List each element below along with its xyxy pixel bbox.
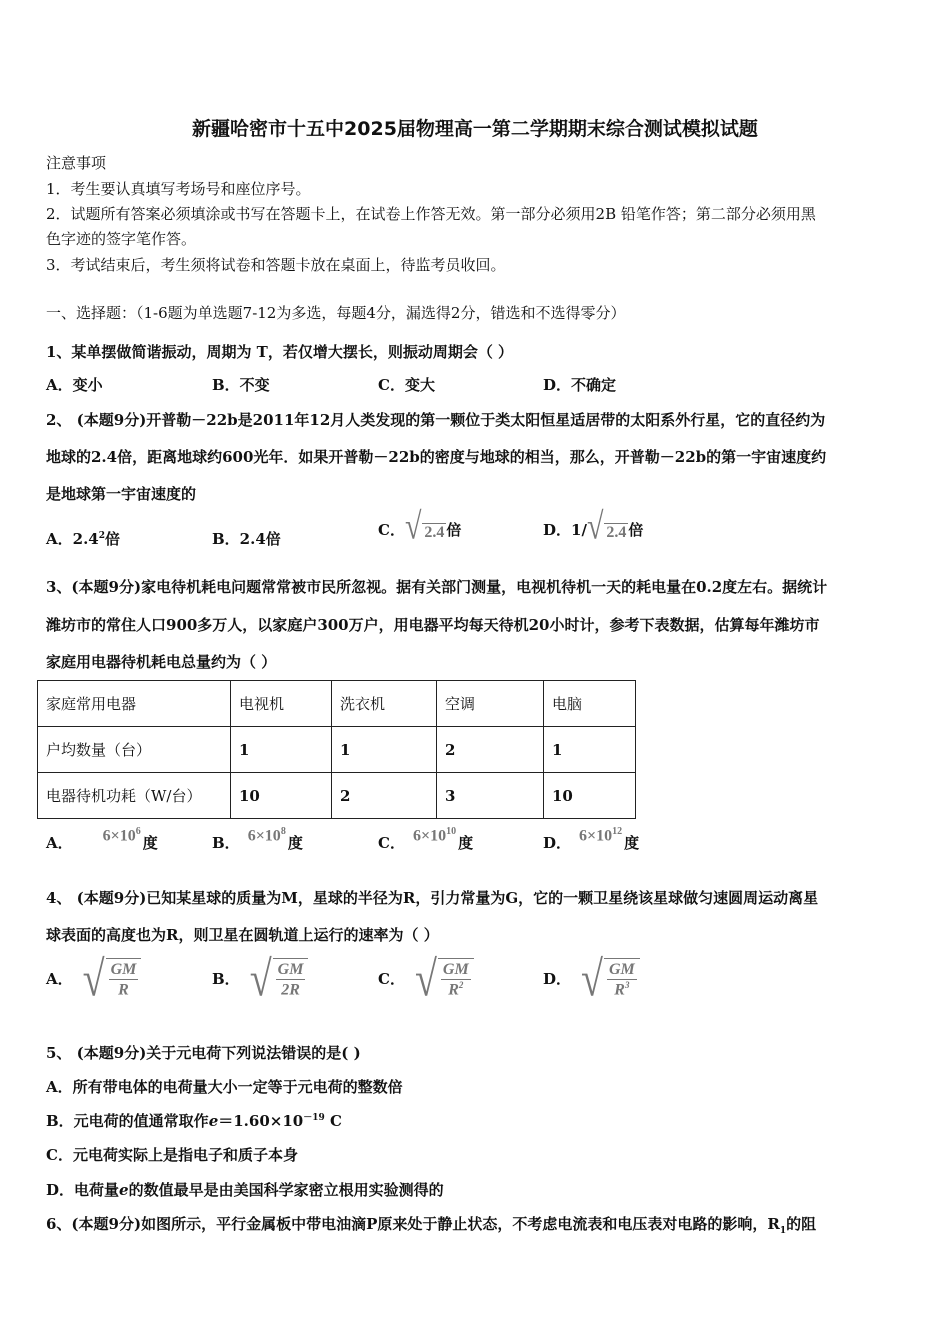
q5-option-c: C．元电荷实际上是指电子和质子本身	[46, 1146, 298, 1164]
page-title: 新疆哈密市十五中2025届物理高一第二学期期末综合测试模拟试题	[192, 118, 758, 140]
q1-option-b: B．不变	[212, 376, 270, 394]
q5-option-d: D．电荷量e的数值最早是由美国科学家密立根用实验测得的	[46, 1181, 444, 1199]
sqrt-expression: √ $\frac{GM}{R^2}$	[415, 958, 474, 999]
notice-item: 色字迹的签字笔作答。	[46, 230, 197, 248]
table-cell: 1	[544, 727, 636, 773]
q3-option-c: C． $6\times 10^{10}$ 度	[378, 826, 474, 853]
table-cell: 2	[332, 773, 437, 819]
table-cell: 洗衣机	[332, 681, 437, 727]
q3-option-a: A． $6\times 10^6$ 度	[46, 826, 158, 853]
table-cell: 电器待机功耗（W/台）	[38, 773, 231, 819]
sqrt-expression: √ 2.4	[586, 505, 627, 547]
question-3-line: 潍坊市的常住人口900多万人，以家庭户300万户，用电器平均每天待机20小时计，参考下表数据，估算每年潍坊市	[46, 616, 820, 634]
q4-option-b: B． √ $\frac{GM}{2R}$	[212, 958, 308, 999]
table-cell: 2	[437, 727, 544, 773]
q4-option-a: A． √ $\frac{GM}{R}$	[46, 958, 141, 999]
notice-item: 2．试题所有答案必须填涂或书写在答题卡上，在试卷上作答无效。第一部分必须用2B 铅笔作答；第二部分必须用黑	[46, 205, 816, 223]
table-cell: 电脑	[544, 681, 636, 727]
section-heading: 一、选择题：（1-6题为单选题7-12为多选，每题4分，漏选得2分，错选和不选得零分）	[46, 304, 626, 322]
table-cell: 1	[332, 727, 437, 773]
q2-option-a: A．$2.4^2$倍	[46, 530, 121, 548]
table-header-row	[38, 681, 636, 727]
question-4-line: 球表面的高度也为R，则卫星在圆轨道上运行的速率为（ ）	[46, 926, 439, 944]
table-cell: 1	[231, 727, 332, 773]
table-cell: 10	[544, 773, 636, 819]
sqrt-expression: √ $\frac{GM}{R^3}$	[581, 958, 640, 999]
q1-option-d: D．不确定	[543, 376, 617, 394]
q5-option-a: A．所有带电体的电荷量大小一定等于元电荷的整数倍	[46, 1078, 403, 1096]
notice-item: 1．考生要认真填写考场号和座位序号。	[46, 180, 311, 198]
table-row	[38, 773, 636, 819]
table-cell: 10	[231, 773, 332, 819]
q4-option-d: D． √ $\frac{GM}{R^3}$	[543, 958, 640, 999]
question-2-line: 2、 (本题9分)开普勒－22b是2011年12月人类发现的第一颗位于类太阳恒星适居带的太阳系外行星，它的直径约为	[46, 411, 826, 429]
question-1-stem: 1、某单摆做简谐振动，周期为 T，若仅增大摆长，则振动周期会（ ）	[46, 343, 514, 361]
notice-item: 3．考试结束后，考生须将试卷和答题卡放在桌面上，待监考员收回。	[46, 256, 506, 274]
question-2-line: 地球的2.4倍，距离地球约600光年．如果开普勒－22b的密度与地球的相当，那么，开普勒－22b的第一宇宙速度约	[46, 448, 827, 466]
table-cell: 家庭常用电器	[38, 681, 231, 727]
q2-option-d: D．1/ √ 2.4 倍	[543, 505, 644, 547]
q3-option-d: D． $6\times 10^{12}$ 度	[543, 826, 640, 853]
table-cell: 户均数量（台）	[38, 727, 231, 773]
question-3-line: 家庭用电器待机耗电总量约为（ ）	[46, 653, 277, 671]
question-5-stem: 5、 (本题9分)关于元电荷下列说法错误的是( )	[46, 1044, 361, 1062]
q4-option-c: C． √ $\frac{GM}{R^2}$	[378, 958, 474, 999]
appliance-table	[37, 680, 636, 819]
question-2-line: 是地球第一宇宙速度的	[46, 485, 197, 503]
q3-option-b: B． $6\times 10^8$ 度	[212, 826, 303, 853]
table-row	[38, 727, 636, 773]
q2-option-c: C． √ 2.4 倍	[378, 505, 462, 547]
sqrt-expression: √ $\frac{GM}{R}$	[83, 958, 142, 999]
q1-option-c: C．变大	[378, 376, 435, 394]
table-cell: 3	[437, 773, 544, 819]
question-3-line: 3、(本题9分)家电待机耗电问题常常被市民所忽视。据有关部门测量，电视机待机一天的耗电量在0.2度左右。据统计	[46, 578, 828, 596]
sqrt-expression: √ $\frac{GM}{2R}$	[250, 958, 309, 999]
question-4-line: 4、 (本题9分)已知某星球的质量为M，星球的半径为R，引力常量为G，它的一颗卫星绕该星球做匀速圆周运动离星	[46, 889, 819, 907]
q1-option-a: A．变小	[46, 376, 103, 394]
question-6-line: 6、(本题9分)如图所示，平行金属板中带电油滴P原来处于静止状态，不考虑电流表和电压表对电路的影响，$R_1$的阻	[46, 1215, 817, 1236]
table-cell: 空调	[437, 681, 544, 727]
sqrt-expression: √ 2.4	[404, 505, 445, 547]
q2-option-b: B．2.4倍	[212, 530, 281, 548]
notice-heading: 注意事项	[46, 154, 107, 172]
table-cell: 电视机	[231, 681, 332, 727]
q5-option-b: B．元电荷的值通常取作$e=1.60\times 10^{-19}$ C	[46, 1112, 342, 1130]
